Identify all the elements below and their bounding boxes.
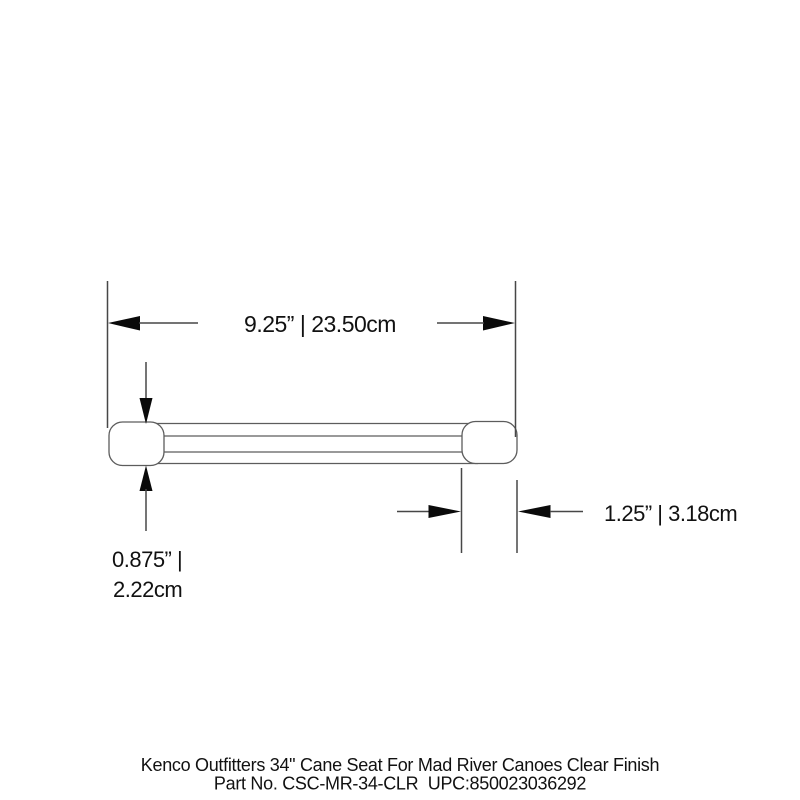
thickness-arrowhead-down <box>140 398 153 424</box>
overall-width-label: 9.25” | 23.50cm <box>244 311 396 337</box>
thickness-label-line1: 0.875” | <box>112 547 183 572</box>
rail-width-dimension <box>397 468 737 553</box>
caption-line1: Kenco Outfitters 34" Cane Seat For Mad River Canoes Clear Finish <box>140 755 660 775</box>
thickness-arrowhead-up <box>140 466 153 492</box>
caption-line2: Part No. CSC-MR-34-CLR UPC:850023036292 <box>213 773 587 794</box>
caption <box>141 755 659 794</box>
seat-right-cap <box>462 422 517 464</box>
seat-profile <box>109 422 517 466</box>
overall-width-dimension <box>108 281 516 437</box>
rail-arrowhead-right-pointing <box>429 505 462 518</box>
rail-width-label: 1.25” | 3.18cm <box>604 501 738 526</box>
thickness-label-line2: 2.22cm <box>113 577 183 602</box>
thickness-dimension <box>112 362 182 602</box>
width-arrowhead-left <box>108 316 140 331</box>
rail-arrowhead-left-pointing <box>518 505 551 518</box>
seat-rails <box>150 424 478 464</box>
seat-left-cap <box>109 422 164 466</box>
width-arrowhead-right <box>483 316 515 331</box>
